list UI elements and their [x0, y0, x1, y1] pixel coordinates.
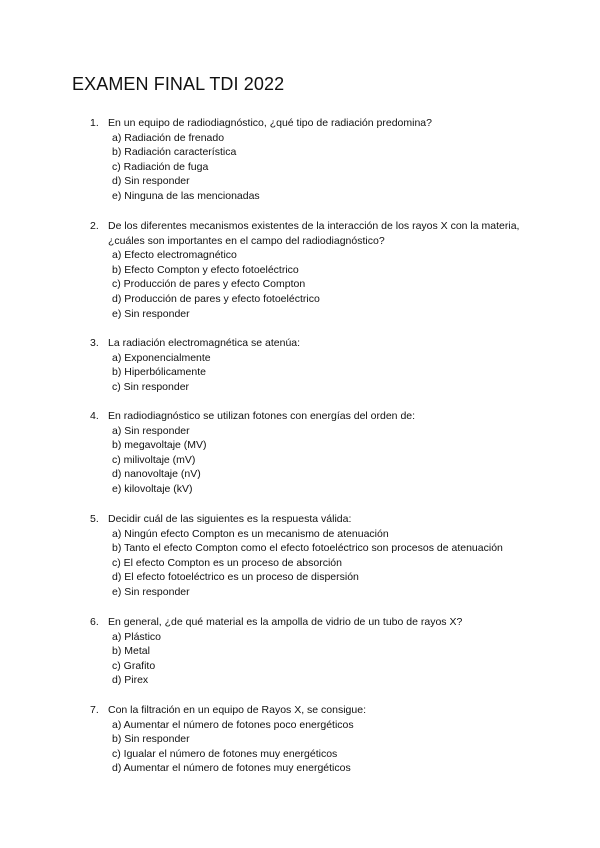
answer-options [112, 248, 540, 321]
answer-option: c) milivoltaje (mV) [112, 453, 196, 466]
answer-option: d) El efecto fotoeléctrico es un proceso de dispersión [112, 571, 359, 584]
answer-option: b) Hiperbólicamente [112, 366, 206, 379]
question-text: De los diferentes mecanismos existentes de la interacción de los rayos X con la materia, ¿cuáles son importantes en el campo del radiodiagnóstico? [108, 220, 520, 247]
answer-option: c) Producción de pares y efecto Compton [112, 278, 306, 291]
question-text: Decidir cuál de las siguientes es la respuesta válida: [108, 513, 352, 525]
question-4 [90, 409, 540, 497]
answer-option: a) Exponencialmente [112, 351, 211, 364]
answer-option: c) Sin responder [112, 380, 190, 393]
question-number: 6. [90, 616, 99, 628]
answer-option: e) Sin responder [112, 307, 190, 320]
answer-option: d) Aumentar el número de fotones muy energéticos [112, 762, 351, 775]
answer-option: a) Ningún efecto Compton es un mecanismo de atenuación [112, 527, 389, 540]
question-1 [90, 116, 540, 204]
answer-option: d) Sin responder [112, 175, 190, 188]
answer-options [112, 630, 540, 688]
answer-option: b) megavoltaje (MV) [112, 439, 207, 452]
question-text: En general, ¿de qué material es la ampolla de vidrio de un tubo de rayos X? [108, 616, 463, 628]
answer-option: d) Pirex [112, 674, 149, 687]
answer-option: b) Sin responder [112, 733, 190, 746]
page-title: EXAMEN FINAL TDI 2022 [72, 74, 285, 94]
answer-option: a) Radiación de frenado [112, 131, 225, 144]
question-2 [90, 219, 540, 321]
answer-options [112, 131, 540, 204]
question-number: 5. [90, 513, 99, 525]
answer-options [112, 424, 540, 497]
question-text: La radiación electromagnética se atenúa: [108, 337, 301, 349]
question-text: Con la filtración en un equipo de Rayos X, se consigue: [108, 704, 366, 716]
answer-option: b) Tanto el efecto Compton como el efecto fotoeléctrico son procesos de atenuación [112, 542, 503, 555]
question-number: 1. [90, 117, 99, 129]
answer-option: d) Producción de pares y efecto fotoeléctrico [112, 292, 320, 305]
question-text: En radiodiagnóstico se utilizan fotones con energías del orden de: [108, 410, 416, 422]
question-7 [90, 703, 540, 776]
answer-option: a) Efecto electromagnético [112, 249, 237, 262]
answer-option: e) Sin responder [112, 585, 190, 598]
answer-option: e) kilovoltaje (kV) [112, 482, 193, 495]
answer-options [112, 351, 540, 395]
question-text: En un equipo de radiodiagnóstico, ¿qué tipo de radiación predomina? [108, 117, 432, 129]
answer-options [112, 527, 540, 600]
answer-options [112, 718, 540, 776]
answer-option: e) Ninguna de las mencionadas [112, 189, 260, 202]
question-3 [90, 336, 540, 394]
question-number: 4. [90, 410, 99, 422]
question-number: 2. [90, 220, 99, 232]
question-number: 3. [90, 337, 99, 349]
answer-option: c) Radiación de fuga [112, 160, 209, 173]
answer-option: a) Plástico [112, 630, 162, 643]
question-5 [90, 512, 540, 600]
answer-option: a) Aumentar el número de fotones poco energéticos [112, 718, 354, 731]
answer-option: c) El efecto Compton es un proceso de absorción [112, 556, 342, 569]
answer-option: c) Igualar el número de fotones muy energéticos [112, 747, 338, 760]
answer-option: b) Efecto Compton y efecto fotoeléctrico [112, 263, 299, 276]
question-number: 7. [90, 704, 99, 716]
answer-option: b) Metal [112, 645, 150, 658]
answer-option: b) Radiación característica [112, 146, 237, 159]
answer-option: d) nanovoltaje (nV) [112, 468, 201, 481]
answer-option: a) Sin responder [112, 424, 190, 437]
question-6 [90, 615, 540, 688]
answer-option: c) Grafito [112, 659, 156, 672]
